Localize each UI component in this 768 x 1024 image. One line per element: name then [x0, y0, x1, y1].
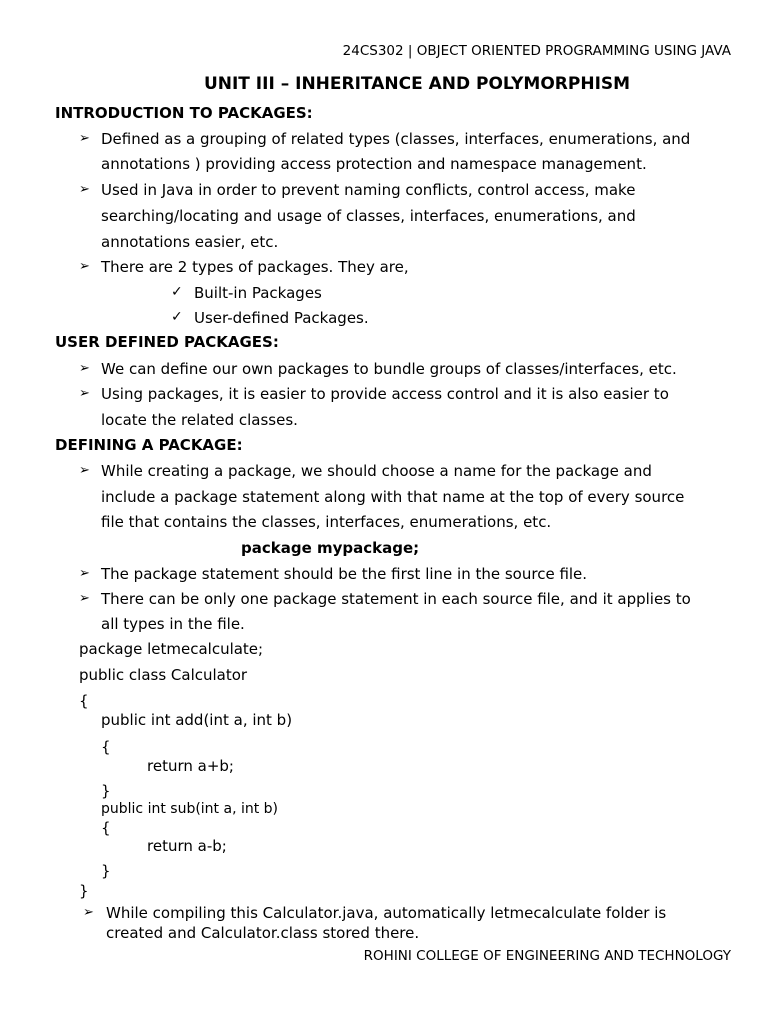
bullet-arrow-icon: ➢ [79, 182, 90, 197]
closing-line-1: While compiling this Calculator.java, automatically letmecalculate folder is [106, 904, 667, 922]
page-header: 24CS302 | OBJECT ORIENTED PROGRAMMING USING JAVA [342, 43, 731, 59]
bullet-arrow-icon: ➢ [79, 131, 90, 146]
heading-defining-package: DEFINING A PACKAGE: [55, 436, 243, 454]
user-bullet-2-line-2: locate the related classes. [101, 411, 298, 429]
code-line: { [79, 692, 89, 710]
intro-bullet-3: There are 2 types of packages. They are, [101, 258, 409, 276]
type-builtin: Built-in Packages [194, 284, 322, 302]
bullet-arrow-icon: ➢ [79, 591, 90, 606]
user-bullet-1: We can define our own packages to bundle groups of classes/interfaces, etc. [101, 360, 677, 378]
bullet-arrow-icon: ➢ [79, 361, 90, 376]
unit-title: UNIT III – INHERITANCE AND POLYMORPHISM [203, 74, 631, 94]
code-line: public int add(int a, int b) [101, 711, 293, 729]
code-line: { [101, 819, 111, 837]
code-line: return a+b; [147, 757, 234, 775]
defining-bullet-1-line-2: include a package statement along with that name at the top of every source [101, 488, 685, 506]
package-statement-example: package mypackage; [241, 539, 420, 557]
code-line: return a-b; [147, 837, 227, 855]
intro-bullet-2-line-3: annotations easier, etc. [101, 233, 279, 251]
code-line: public int sub(int a, int b) [101, 801, 279, 817]
page-footer: ROHINI COLLEGE OF ENGINEERING AND TECHNOLOGY [363, 948, 731, 964]
code-line: } [101, 862, 111, 880]
intro-bullet-2-line-1: Used in Java in order to prevent naming conflicts, control access, make [101, 181, 636, 199]
heading-introduction: INTRODUCTION TO PACKAGES: [55, 104, 313, 122]
defining-bullet-2: The package statement should be the first line in the source file. [101, 565, 588, 583]
code-line: { [101, 738, 111, 756]
defining-bullet-1-line-1: While creating a package, we should choose a name for the package and [101, 462, 652, 480]
checkmark-icon: ✓ [171, 284, 183, 300]
user-bullet-2-line-1: Using packages, it is easier to provide access control and it is also easier to [101, 385, 669, 403]
intro-bullet-1-line-1: Defined as a grouping of related types (classes, interfaces, enumerations, and [101, 130, 691, 148]
code-line: } [79, 882, 89, 900]
code-line: package letmecalculate; [79, 640, 264, 658]
intro-bullet-2-line-2: searching/locating and usage of classes, interfaces, enumerations, and [101, 207, 636, 225]
bullet-arrow-icon: ➢ [79, 259, 90, 274]
intro-bullet-1-line-2: annotations ) providing access protection and namespace management. [101, 155, 647, 173]
bullet-arrow-icon: ➢ [83, 905, 94, 920]
defining-bullet-1-line-3: file that contains the classes, interfaces, enumerations, etc. [101, 513, 552, 531]
closing-line-2: created and Calculator.class stored there. [106, 924, 420, 942]
type-user-defined: User-defined Packages. [194, 309, 369, 327]
checkmark-icon: ✓ [171, 309, 183, 325]
bullet-arrow-icon: ➢ [79, 463, 90, 478]
defining-bullet-3-line-1: There can be only one package statement in each source file, and it applies to [101, 590, 691, 608]
bullet-arrow-icon: ➢ [79, 566, 90, 581]
code-line: public class Calculator [79, 666, 248, 684]
heading-user-defined: USER DEFINED PACKAGES: [55, 333, 279, 351]
bullet-arrow-icon: ➢ [79, 386, 90, 401]
defining-bullet-3-line-2: all types in the file. [101, 615, 245, 633]
code-line: } [101, 782, 111, 800]
